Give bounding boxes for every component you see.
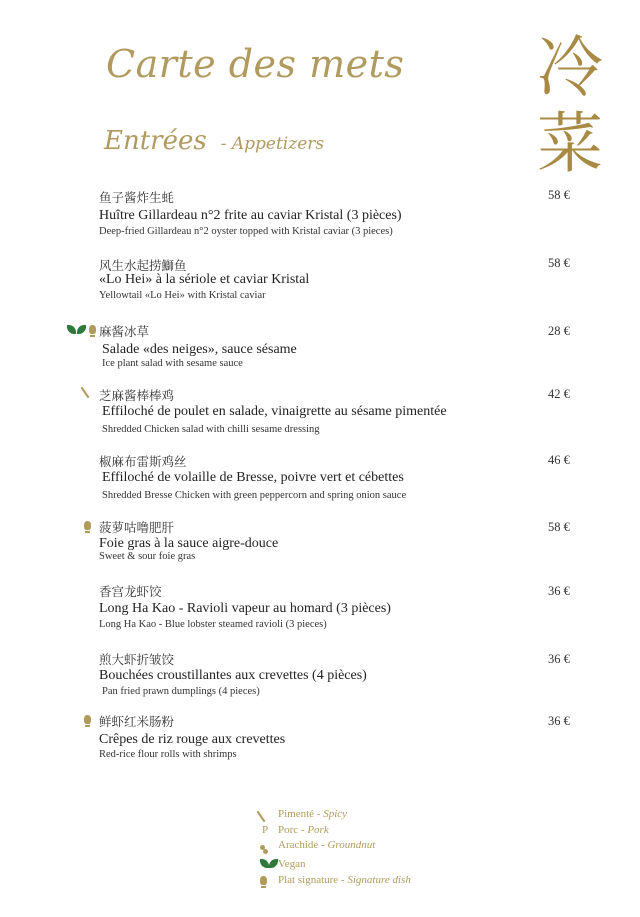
legend-sig-fr: Plat signature - — [278, 873, 345, 886]
legend-groundnut — [258, 839, 518, 855]
legend-pork-en: Pork — [307, 823, 329, 836]
dietary-icons — [84, 386, 86, 399]
menu-item — [0, 650, 640, 706]
menu-item — [0, 256, 640, 312]
dish-name-english: Deep-fried Gillardeau n°2 oyster topped with Kristal caviar (3 pieces) — [99, 226, 393, 237]
dietary-icons — [67, 325, 96, 334]
dish-name-english: Shredded Bresse Chicken with green peppercorn and spring onion sauce — [102, 490, 407, 501]
peanut-icon — [260, 841, 265, 853]
dish-name-english: Shredded Chicken salad with chilli sesame dressing — [102, 424, 320, 435]
legend-signature — [258, 874, 518, 890]
dish-name-english: Pan fried prawn dumplings (4 pieces) — [102, 686, 260, 697]
dish-name-chinese: 鱼子酱炸生蚝 — [99, 191, 175, 205]
dish-name-english: Yellowtail «Lo Hei» with Kristal caviar — [99, 290, 266, 301]
dish-price: 28 € — [548, 324, 570, 338]
legend-vegan — [258, 855, 518, 874]
dish-name-french: Huître Gillardeau n°2 frite au caviar Kristal (3 pièces) — [99, 208, 402, 223]
cold-dishes-calligraphy — [530, 30, 610, 182]
dietary-icons — [84, 715, 91, 724]
dish-name-english: Sweet & sour foie gras — [99, 551, 196, 562]
dish-price: 58 € — [548, 188, 570, 202]
dish-name-french: Effiloché de poulet en salade, vinaigrette au sésame pimentée — [102, 404, 447, 419]
pork-icon: P — [262, 823, 269, 836]
section-title-fr: Entrées — [104, 126, 207, 156]
dish-name-english: Ice plant salad with sesame sauce — [102, 358, 243, 369]
menu-item — [0, 386, 640, 442]
dish-name-chinese: 菠萝咕噜肥肝 — [99, 521, 175, 535]
dish-name-french: Crêpes de riz rouge aux crevettes — [99, 732, 286, 747]
menu-item — [0, 712, 640, 768]
dish-name-chinese: 香宫龙虾饺 — [99, 585, 162, 599]
dish-name-chinese: 煎大虾折皱饺 — [99, 653, 175, 667]
legend-nut-fr: Arachide - — [278, 839, 325, 851]
section-title-en: - Appetizers — [220, 134, 325, 154]
section-title — [104, 126, 324, 156]
dish-name-french: «Lo Hei» à la sériole et caviar Kristal — [99, 272, 310, 287]
dish-name-chinese: 风生水起捞鰤鱼 — [99, 259, 187, 273]
legend-sig-en: Signature dish — [347, 873, 411, 886]
menu-title: Carte des mets — [106, 42, 405, 86]
dish-price: 36 € — [548, 714, 570, 728]
legend-pork-fr: Porc - — [278, 823, 305, 836]
legend-spicy-fr: Pimenté - — [278, 808, 321, 820]
legend — [258, 808, 518, 889]
dish-price: 46 € — [548, 453, 570, 467]
dish-name-french: Effiloché de volaille de Bresse, poivre vert et cébettes — [102, 470, 404, 485]
dish-price: 36 € — [548, 584, 570, 598]
dish-name-french: Foie gras à la sauce aigre-douce — [99, 536, 279, 551]
dish-name-chinese: 芝麻酱棒棒鸡 — [99, 389, 175, 403]
dish-name-chinese: 鲜虾红米肠粉 — [99, 715, 175, 729]
signature-icon — [84, 521, 91, 530]
chili-icon — [84, 386, 86, 399]
menu-item — [0, 188, 640, 244]
menu-item — [0, 322, 640, 378]
legend-nut-en: Groundnut — [327, 839, 376, 851]
menu-item — [0, 582, 640, 638]
dish-name-french: Long Ha Kao - Ravioli vapeur au homard (3 pièces) — [99, 601, 391, 616]
dish-name-english: Red-rice flour rolls with shrimps — [99, 749, 237, 760]
dish-name-french: Salade «des neiges», sauce sésame — [102, 342, 297, 357]
dish-price: 36 € — [548, 652, 570, 666]
signature-icon — [89, 325, 96, 334]
dish-name-chinese: 椒麻布雷斯鸡丝 — [99, 455, 187, 469]
cjk-char-1: 冷 — [537, 29, 603, 106]
dish-name-french: Bouchées croustillantes aux crevettes (4 pièces) — [99, 668, 367, 683]
dish-price: 58 € — [548, 256, 570, 270]
menu-item — [0, 518, 640, 574]
vegan-icon — [67, 325, 86, 334]
menu-item — [0, 452, 640, 508]
legend-spicy — [258, 808, 518, 824]
legend-vegan-label: Vegan — [278, 857, 306, 870]
legend-spicy-en: Spicy — [323, 808, 348, 820]
dish-price: 42 € — [548, 387, 570, 401]
dietary-icons — [84, 521, 91, 530]
dish-name-english: Long Ha Kao - Blue lobster steamed ravioli (3 pieces) — [99, 619, 327, 630]
dish-price: 58 € — [548, 520, 570, 534]
legend-pork — [258, 824, 518, 840]
vegan-icon — [260, 859, 278, 871]
cjk-char-2: 菜 — [537, 105, 603, 182]
dish-name-chinese: 麻酱冰草 — [99, 325, 150, 339]
signature-icon — [260, 876, 267, 888]
signature-icon — [84, 715, 91, 724]
